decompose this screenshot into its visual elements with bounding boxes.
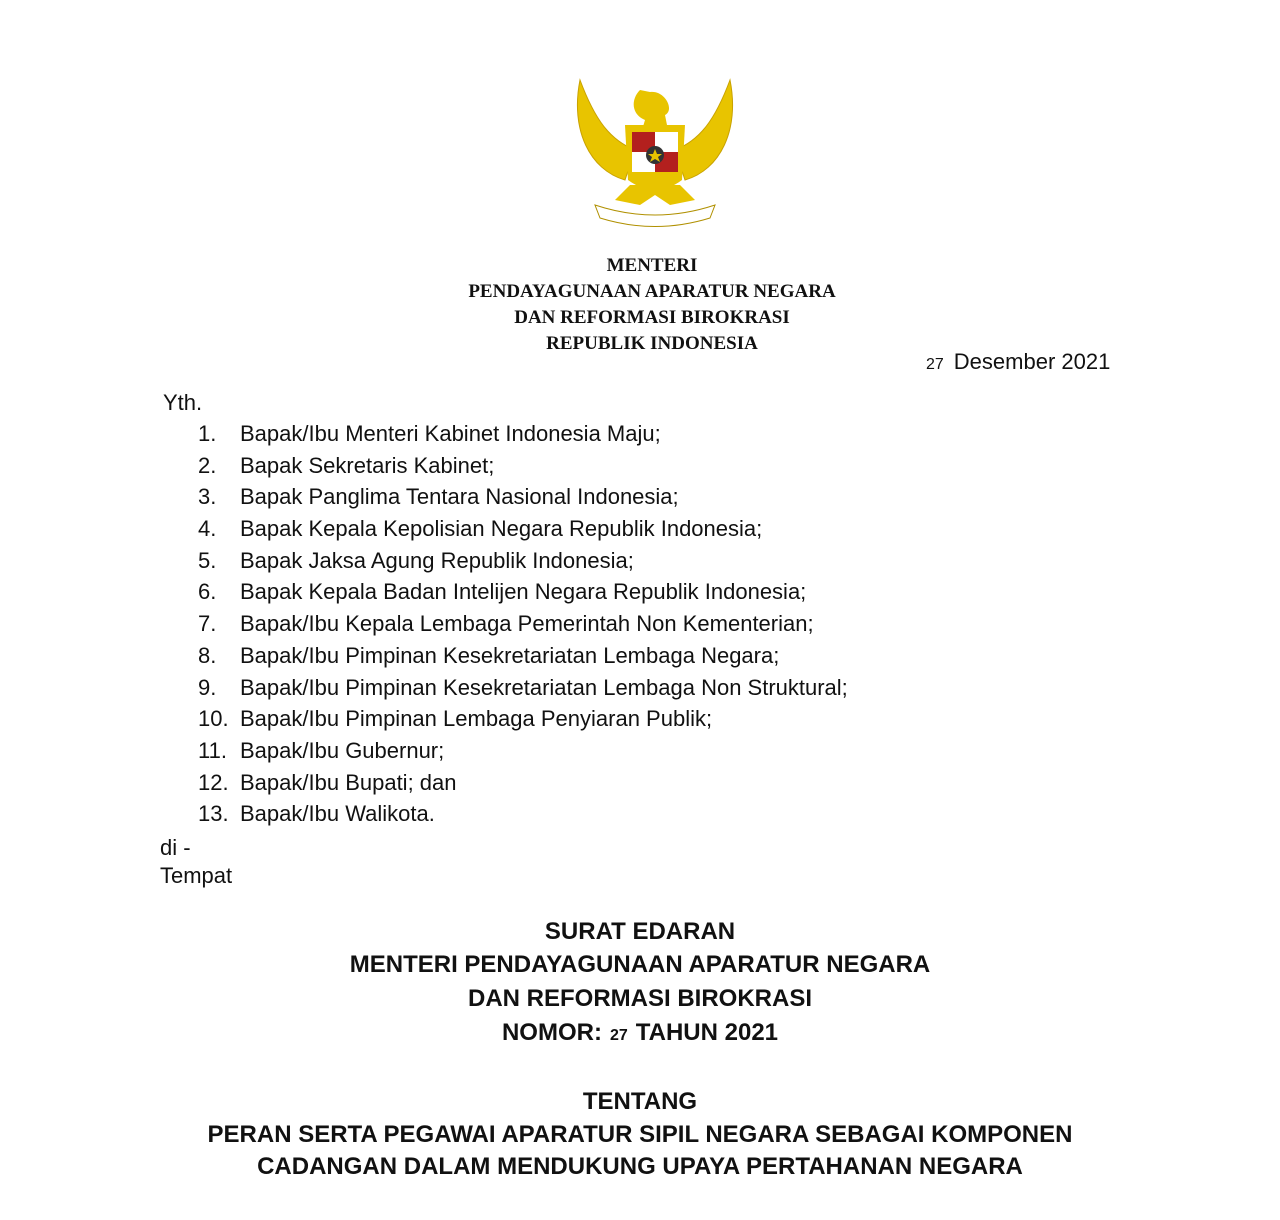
- addressee-item: [198, 450, 848, 482]
- location-tempat: Tempat: [160, 863, 233, 888]
- item-text: Bapak Sekretaris Kabinet;: [240, 452, 495, 478]
- nomor-value: 27: [609, 1027, 628, 1044]
- item-text: Bapak/Ibu Walikota.: [240, 801, 435, 827]
- item-text: Bapak Jaksa Agung Republik Indonesia;: [240, 547, 634, 573]
- circular-title-line: MENTERI PENDAYAGUNAAN APARATUR NEGARA: [349, 951, 931, 978]
- subject-line: CADANGAN DALAM MENDUKUNG UPAYA PERTAHANAN NEGARA: [257, 1153, 1023, 1180]
- addressee-item: [198, 798, 848, 830]
- addressee-item: [198, 481, 848, 513]
- item-text: Bapak Panglima Tentara Nasional Indonesia;: [240, 484, 679, 510]
- subject-line: PERAN SERTA PEGAWAI APARATUR SIPIL NEGARA SEBAGAI KOMPONEN: [207, 1121, 1073, 1148]
- item-text: Bapak/Ibu Pimpinan Kesekretariatan Lembaga Negara;: [240, 642, 780, 668]
- item-number: 4.: [198, 516, 217, 542]
- item-number: 12.: [198, 769, 229, 795]
- addressee-item: [198, 576, 848, 608]
- item-number: 5.: [198, 547, 217, 573]
- location-di: di -: [160, 835, 191, 860]
- circular-number: [140, 1019, 1140, 1047]
- item-number: 2.: [198, 452, 217, 478]
- item-number: 9.: [198, 674, 217, 700]
- item-text: Bapak/Ibu Bupati; dan: [240, 769, 457, 795]
- letter-date: [926, 349, 1110, 375]
- addressee-item: [198, 545, 848, 577]
- item-text: Bapak/Ibu Menteri Kabinet Indonesia Maju;: [240, 421, 661, 446]
- item-number: 1.: [198, 421, 217, 446]
- circular-title: SURAT EDARAN: [544, 918, 736, 945]
- addressee-item: [198, 513, 848, 545]
- item-text: Bapak/Ibu Kepala Lembaga Pemerintah Non Kementerian;: [240, 611, 814, 637]
- nomor-year: TAHUN 2021: [635, 1019, 779, 1046]
- addressee-item: [198, 672, 848, 704]
- item-number: 3.: [198, 484, 217, 510]
- garuda-pancasila-emblem: [570, 70, 740, 235]
- date-day: 27: [926, 356, 944, 373]
- addressee-item: [198, 703, 848, 735]
- item-number: 11.: [198, 737, 227, 763]
- header-line: DAN REFORMASI BIROKRASI: [514, 307, 790, 328]
- addressee-item: [198, 418, 848, 450]
- addressee-item: [198, 608, 848, 640]
- nomor-label: NOMOR:: [501, 1019, 602, 1046]
- item-text: Bapak Kepala Kepolisian Negara Republik Indonesia;: [240, 516, 763, 542]
- item-number: 8.: [198, 642, 217, 668]
- addressee-item: [198, 640, 848, 672]
- item-number: 6.: [198, 579, 217, 605]
- item-number: 13.: [198, 801, 229, 827]
- circular-title-line: DAN REFORMASI BIROKRASI: [467, 985, 812, 1012]
- tentang-heading: TENTANG: [582, 1088, 698, 1115]
- item-text: Bapak/Ibu Pimpinan Lembaga Penyiaran Publik;: [240, 706, 713, 732]
- item-text: Bapak Kepala Badan Intelijen Negara Republik Indonesia;: [240, 579, 807, 605]
- header-line: PENDAYAGUNAAN APARATUR NEGARA: [468, 281, 836, 302]
- header-line: MENTERI: [606, 255, 698, 276]
- addressee-item: [198, 735, 848, 767]
- addressee-item: [198, 767, 848, 799]
- salutation: Yth.: [163, 390, 203, 415]
- item-number: 10.: [198, 706, 229, 732]
- item-text: Bapak/Ibu Pimpinan Kesekretariatan Lembaga Non Struktural;: [240, 674, 848, 700]
- item-number: 7.: [198, 611, 217, 637]
- addressee-list: [198, 418, 848, 830]
- date-month-year: Desember 2021: [953, 349, 1111, 374]
- ministry-header: [400, 253, 904, 357]
- item-text: Bapak/Ibu Gubernur;: [240, 737, 445, 763]
- header-line: REPUBLIK INDONESIA: [546, 333, 758, 354]
